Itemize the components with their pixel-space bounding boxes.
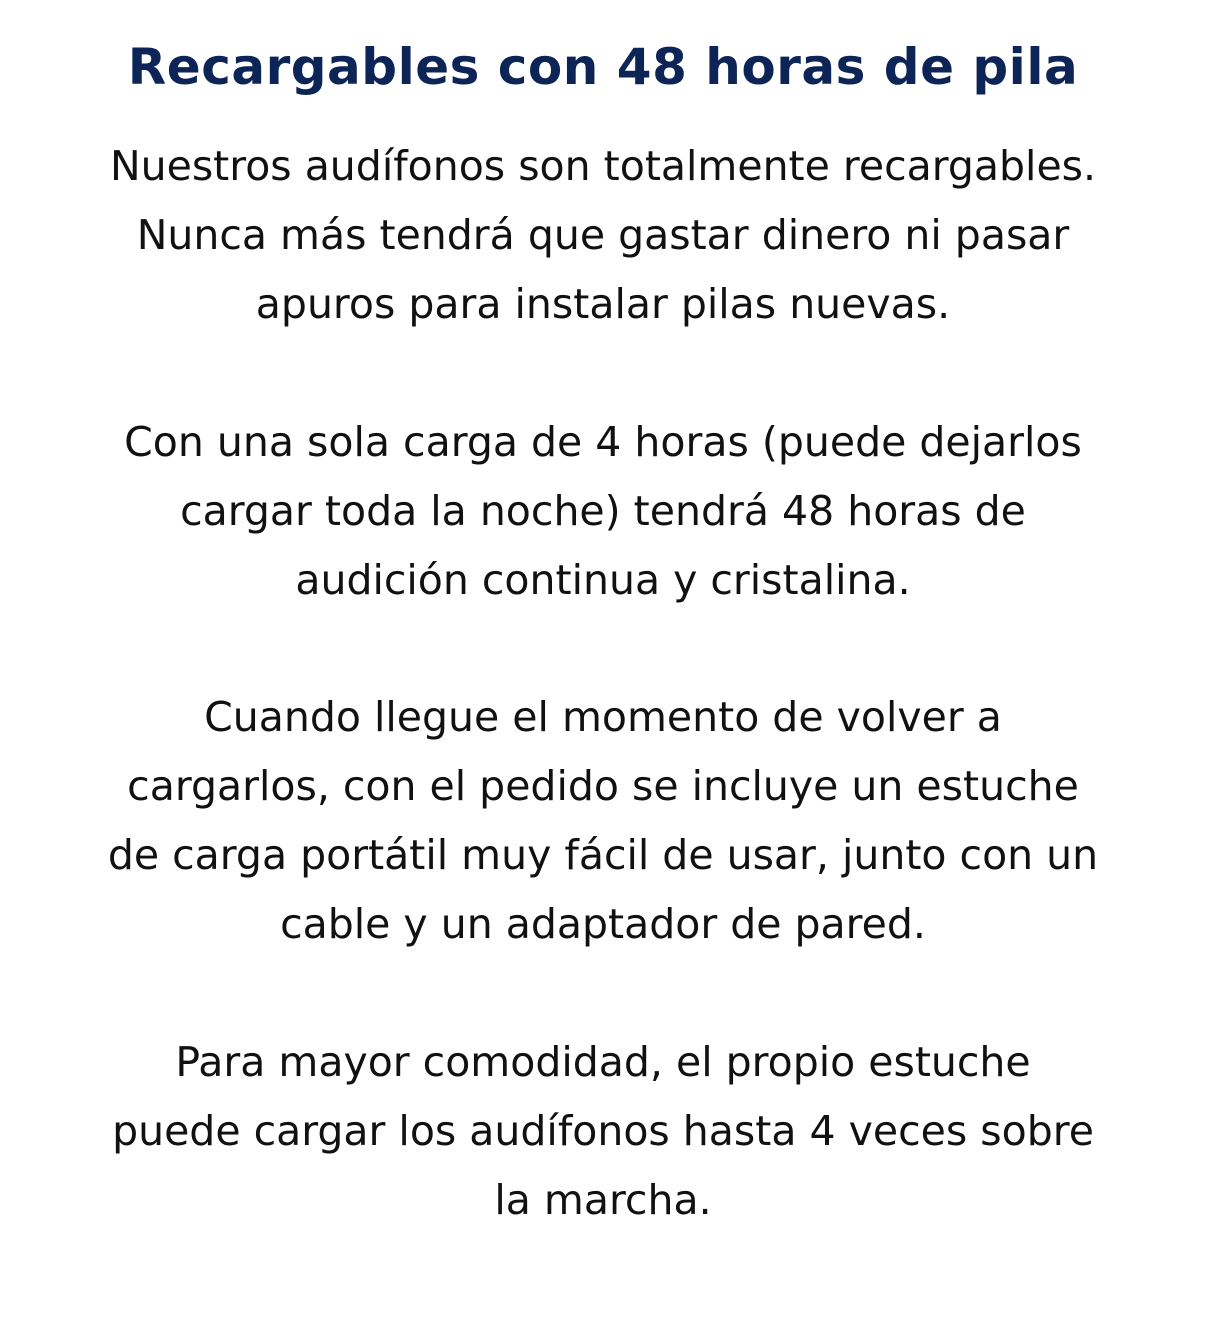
paragraph-line: cargarlos, con el pedido se incluye un estuche <box>127 762 1079 810</box>
paragraph-line: de carga portátil muy fácil de usar, junto con un <box>107 831 1099 879</box>
paragraph-line: Cuando llegue el momento de volver a <box>204 693 1002 741</box>
paragraph-line: Nuestros audífonos son totalmente recargables. <box>109 142 1097 190</box>
paragraph-line: apuros para instalar pilas nuevas. <box>255 280 951 328</box>
page-title: Recargables con 48 horas de pila <box>127 38 1079 96</box>
paragraph-line: cargar toda la noche) tendrá 48 horas de <box>180 487 1026 535</box>
paragraph-line: la marcha. <box>494 1176 712 1224</box>
paragraph-line: Nunca más tendrá que gastar dinero ni pasar <box>136 211 1070 259</box>
paragraph-convenience <box>0 1028 1206 1235</box>
paragraph-line: cable y un adaptador de pared. <box>280 900 926 948</box>
paragraph-line: puede cargar los audífonos hasta 4 veces sobre <box>112 1107 1094 1155</box>
paragraph-charge-duration <box>0 408 1206 615</box>
paragraph-line: Para mayor comodidad, el propio estuche <box>175 1038 1031 1086</box>
paragraph-charging-case <box>0 683 1206 959</box>
paragraph-line: audición continua y cristalina. <box>295 556 911 604</box>
paragraph-line: Con una sola carga de 4 horas (puede dejarlos <box>124 418 1082 466</box>
paragraph-rechargeable <box>0 132 1206 339</box>
